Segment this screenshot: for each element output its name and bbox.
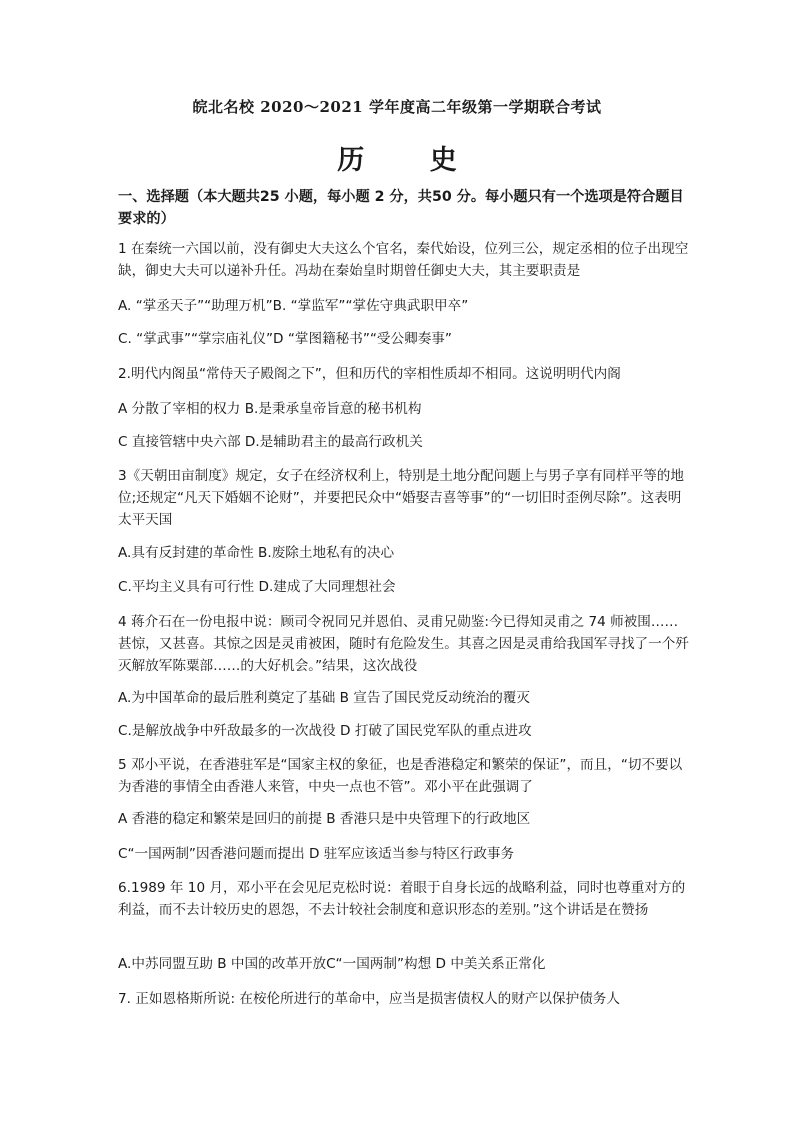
question-7-stem: 7. 正如恩格斯所说: 在桉伦所进行的革命中，应当是损害债权人的财产以保护债务人	[118, 991, 620, 1007]
question-1-option-ab: A. “掌丞天子”“助理万机”B. “掌监军”“掌佐守典武职甲卒”	[118, 298, 469, 314]
exam-title: 皖北名校 2020～2021 学年度高二年级第一学期联合考试	[192, 98, 602, 116]
subject-title: 历 史	[337, 145, 485, 176]
question-1-stem: 1 在秦统一六国以前，没有御史大夫这么个官名，秦代始设，位列三公，规定丞相的位子出现空缺，御史大夫可以递补升任。冯劫在秦始皇时期曾任御史大夫，其主要职责是	[118, 241, 689, 279]
question-6-stem: 6.1989 年 10 月，邓小平在会见尼克松时说：着眼于自身长远的战略利益，同时也尊重对方的利益，而不去计较历史的恩怨，不去计较社会制度和意识形态的差别。”这个讲话是在赞扬	[118, 880, 686, 918]
question-4-option-cd: C.是解放战争中歼敌最多的一次战役 D 打破了国民党军队的重点进攻	[118, 723, 532, 739]
question-6-options: A.中苏同盟互助 B 中国的改革开放C“一国两制”构想 D 中美关系正常化	[118, 956, 546, 972]
question-3-option-ab: A.具有反封建的革命性 B.废除土地私有的决心	[118, 545, 395, 561]
question-3-stem: 3《天朝田亩制度》规定，女子在经济权利上，特别是土地分配问题上与男子享有同样平等的地位;还规定“凡天下婚姻不论财”，并要把民众中“婚娶吉喜等事”的“一切旧时歪例尽除”。这表明太平天国	[118, 468, 684, 528]
question-2-stem: 2.明代内阁虽“常侍天子殿阁之下”，但和历代的宰相性质却不相同。这说明明代内阁	[118, 366, 621, 382]
section-heading: 一、选择题（本大题共25 小题，每小题 2 分，共50 分。每小题只有一个选项是符合题目要求的）	[118, 189, 684, 227]
question-5-stem: 5 邓小平说，在香港驻军是“国家主权的象征，也是香港稳定和繁荣的保证”，而且，“切不要以为香港的事情全由香港人来管，中央一点也不管”。邓小平在此强调了	[118, 757, 683, 795]
question-3-option-cd: C.平均主义具有可行性 D.建成了大同理想社会	[118, 579, 396, 595]
question-4-stem: 4 蒋介石在一份电报中说：顾司令祝同兄并恩伯、灵甫兄勋鉴:今已得知灵甫之 74 师被围……甚惊，又甚喜。其惊之因是灵甫被困，随时有危险发生。其喜之因是灵甫给我国军寻找了一个歼灭解放军陈粟部……的大好机会。”结果，这次战役	[118, 614, 689, 674]
question-2-option-ab: A 分散了宰相的权力 B.是秉承皇帝旨意的秘书机构	[118, 401, 422, 417]
question-5-option-cd: C“一国两制”因香港问题而提出 D 驻军应该适当参与特区行政事务	[118, 846, 515, 862]
question-2-option-cd: C 直接管辖中央六部 D.是辅助君主的最高行政机关	[118, 434, 423, 450]
question-4-option-ab: A.为中国革命的最后胜利奠定了基础 B 宣告了国民党反动统治的覆灭	[118, 690, 530, 706]
question-1-option-cd: C. “掌武事”“掌宗庙礼仪”D “掌图籍秘书”“受公卿奏事”	[118, 331, 452, 347]
question-5-option-ab: A 香港的稳定和繁荣是回归的前提 B 香港只是中央管理下的行政地区	[118, 811, 531, 827]
